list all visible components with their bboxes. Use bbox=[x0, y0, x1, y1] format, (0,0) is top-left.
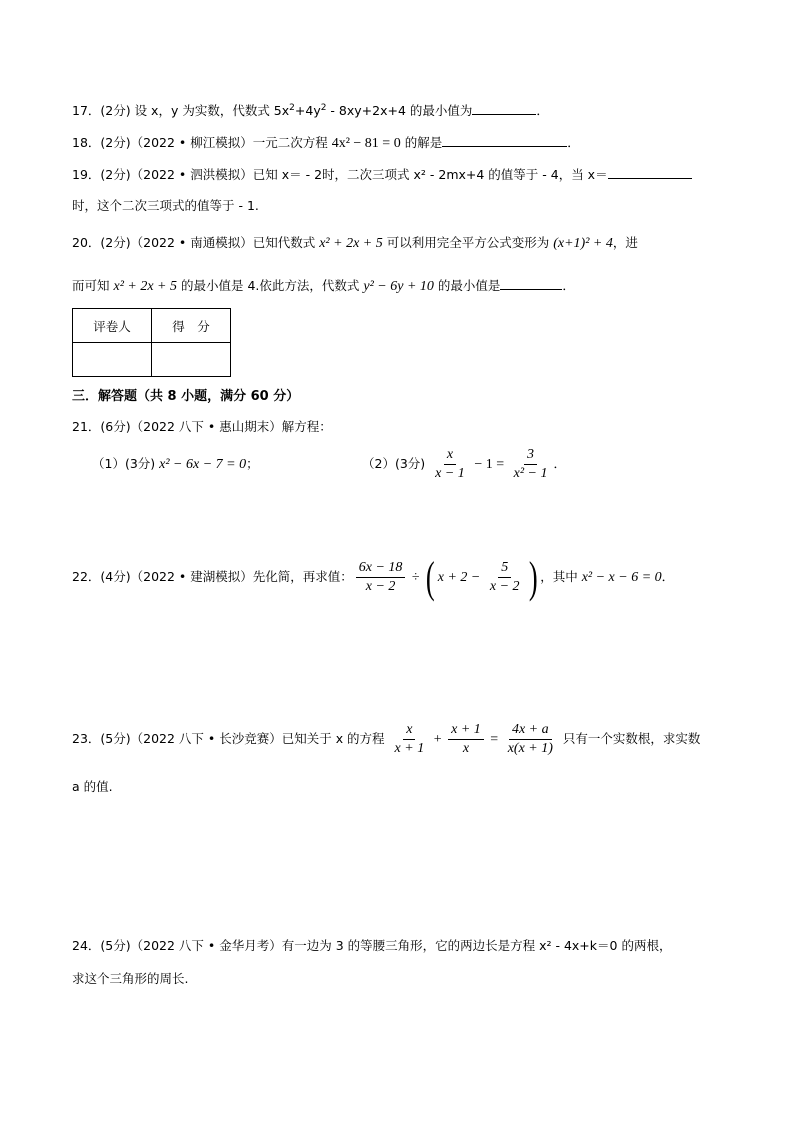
q22-condition: x² − x − 6 = 0 bbox=[581, 570, 662, 585]
q22-frac1-den: x − 2 bbox=[365, 579, 396, 594]
q20-end: ． bbox=[562, 278, 575, 293]
answer-blank-17[interactable] bbox=[472, 100, 536, 115]
answer-blank-20[interactable] bbox=[500, 275, 562, 290]
question-24 bbox=[72, 936, 671, 956]
q22-frac1-num: 6x − 18 bbox=[356, 559, 406, 578]
q22-frac2-num: 5 bbox=[498, 559, 511, 578]
q23-frac2-den: x bbox=[462, 741, 470, 756]
q17-text: 17．(2分) 设 x，y 为实数，代数式 5x bbox=[72, 103, 290, 118]
q23-text-line2: a 的值. bbox=[72, 779, 113, 794]
q21-frac1-den: x − 1 bbox=[435, 466, 465, 481]
q22-right-paren: ) bbox=[528, 552, 538, 602]
score-table-score-cell[interactable] bbox=[152, 343, 231, 377]
score-table bbox=[72, 308, 231, 377]
q20-text-a: 20．(2分)（2022 • 南通模拟）已知代数式 bbox=[72, 235, 320, 250]
q17-exp2: 2 bbox=[320, 102, 327, 113]
q18-equation: 4x² − 81 = 0 bbox=[331, 136, 401, 151]
q17-suffix: - 8xy+2x+4 的最小值为 bbox=[326, 103, 473, 118]
q20-expr3: x² + 2x + 5 bbox=[113, 279, 178, 294]
q21-part1-label: （1）(3分) bbox=[92, 456, 160, 471]
q20-text-e: 的最小值是 4.依此方法，代数式 bbox=[177, 278, 364, 293]
q23-text: 23．(5分)（2022 八下 • 长沙竞赛）已知关于 x 的方程 bbox=[72, 731, 389, 746]
question-23 bbox=[72, 717, 700, 762]
q17-mid: +4y bbox=[294, 103, 321, 118]
question-19 bbox=[72, 164, 692, 185]
score-table-score-header: 得 分 bbox=[152, 309, 231, 343]
q20-text-d: 而可知 bbox=[72, 278, 114, 293]
q20-text-b: 可以利用完全平方公式变形为 bbox=[382, 235, 554, 250]
score-table-grader-cell[interactable] bbox=[73, 343, 152, 377]
q24-text-line2: 求这个三角形的周长. bbox=[72, 971, 189, 986]
q18-suffix: 的解是 bbox=[400, 135, 443, 150]
q21-part2-mid: − 1 = bbox=[470, 457, 508, 472]
q21-stem: 21．(6分)（2022 八下 • 惠山期末）解方程： bbox=[72, 419, 332, 434]
q21-fraction-1 bbox=[432, 446, 468, 483]
q22-end: ． bbox=[661, 569, 675, 584]
q22-frac2-den: x − 2 bbox=[489, 579, 520, 594]
q21-part1 bbox=[92, 454, 259, 475]
q20-text-f: 的最小值是 bbox=[433, 278, 501, 293]
q23-frac1-num: x bbox=[403, 721, 415, 740]
q20-expr4: y² − 6y + 10 bbox=[363, 279, 434, 294]
q22-left-paren: ( bbox=[426, 552, 435, 602]
q21-frac1-num: x bbox=[444, 446, 456, 465]
q21-fraction-2 bbox=[511, 446, 551, 483]
score-table-grader-header: 评卷人 bbox=[73, 309, 152, 343]
question-19-cont bbox=[72, 196, 259, 216]
q18-end: ． bbox=[567, 135, 580, 150]
q21-frac2-den: x² − 1 bbox=[513, 466, 548, 481]
q23-frac1-den: x + 1 bbox=[394, 741, 425, 756]
q23-suffix: 只有一个实数根，求实数 bbox=[558, 731, 701, 746]
q23-frac3-den: x(x + 1) bbox=[507, 741, 553, 756]
q23-plus: + bbox=[430, 732, 446, 747]
answer-blank-19[interactable] bbox=[608, 164, 692, 179]
question-23-cont bbox=[72, 777, 113, 797]
q22-fraction-1 bbox=[356, 559, 406, 596]
question-20 bbox=[72, 233, 638, 254]
q22-divide: ÷ bbox=[408, 570, 424, 585]
q21-part1-equation: x² − 6x − 7 = 0 bbox=[159, 457, 247, 472]
question-17 bbox=[72, 100, 549, 121]
q19-text-line1: 19．(2分)（2022 • 泗洪模拟）已知 x＝ - 2时，二次三项式 x² - 2mx+4 的值等于 - 4，当 x＝ bbox=[72, 167, 608, 182]
question-20-cont bbox=[72, 275, 575, 297]
q21-part2 bbox=[362, 444, 566, 485]
q22-fraction-2 bbox=[487, 559, 523, 596]
q23-frac3-num: 4x + a bbox=[509, 721, 552, 740]
q23-fraction-1 bbox=[392, 721, 428, 758]
q21-part1-end: ； bbox=[246, 456, 259, 471]
q19-text-line2: 时，这个二次三项式的值等于 - 1. bbox=[72, 198, 259, 213]
answer-blank-18[interactable] bbox=[442, 132, 567, 147]
q22-inner: x + 2 − bbox=[437, 570, 484, 585]
question-22 bbox=[72, 552, 675, 602]
q21-part2-end: ． bbox=[553, 456, 566, 471]
q21-frac2-num: 3 bbox=[524, 446, 537, 465]
q23-frac2-num: x + 1 bbox=[448, 721, 484, 740]
q22-text: 22．(4分)（2022 • 建湖模拟）先化简，再求值： bbox=[72, 569, 353, 584]
q20-expr2: (x+1)² + 4 bbox=[553, 236, 613, 251]
question-24-cont bbox=[72, 969, 188, 989]
q21-part2-label: （2）(3分) bbox=[362, 456, 430, 471]
q23-equals: = bbox=[486, 732, 502, 747]
q23-fraction-2 bbox=[448, 721, 484, 758]
question-18 bbox=[72, 132, 580, 154]
section-3-heading: 三．解答题（共 8 小题，满分 60 分） bbox=[72, 389, 300, 404]
question-21 bbox=[72, 417, 332, 437]
q22-suffix: ，其中 bbox=[540, 569, 582, 584]
q23-fraction-3 bbox=[505, 721, 556, 758]
q17-end: ． bbox=[536, 103, 549, 118]
q20-text-c: ，进 bbox=[612, 235, 638, 250]
q20-expr1: x² + 2x + 5 bbox=[319, 236, 383, 251]
q24-text-line1: 24．(5分)（2022 八下 • 金华月考）有一边为 3 的等腰三角形，它的两边长是方程 x² - 4x+k＝0 的两根， bbox=[72, 938, 672, 953]
q17-exp1: 2 bbox=[289, 102, 295, 113]
q18-text: 18．(2分)（2022 • 柳江模拟）一元二次方程 bbox=[72, 135, 332, 150]
